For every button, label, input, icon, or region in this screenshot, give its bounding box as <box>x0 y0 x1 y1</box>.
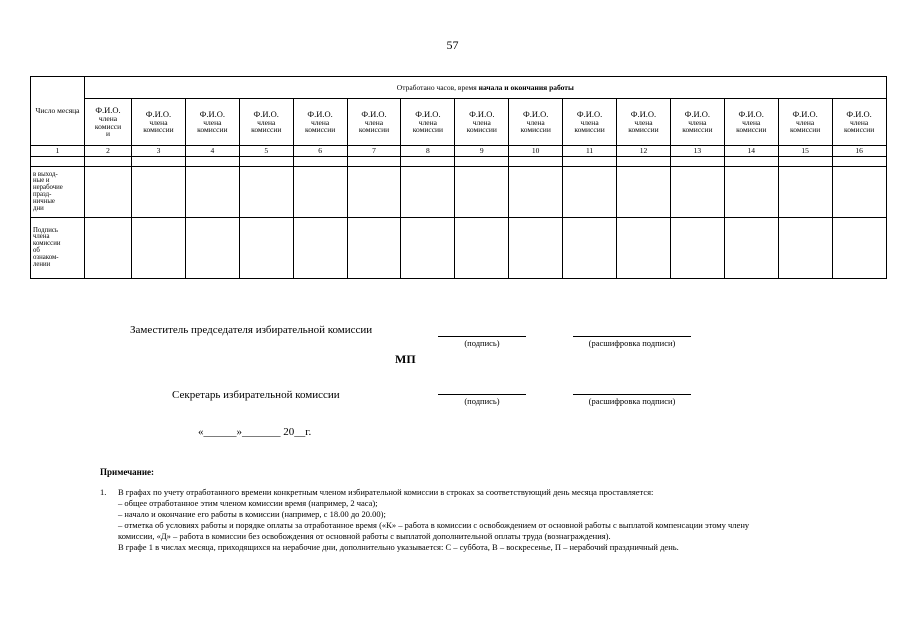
entry-cell[interactable] <box>670 218 724 279</box>
header-member-word: комиссии <box>789 125 821 135</box>
row-label-word: в выход- <box>33 170 58 178</box>
column-number-1: 1 <box>31 146 85 157</box>
header-member-word: комиссии <box>628 125 659 135</box>
header-member-word: члена <box>418 117 437 127</box>
entry-cell[interactable] <box>509 218 563 279</box>
header-fio: Ф.И.О. <box>95 104 121 115</box>
entry-cell[interactable] <box>617 218 671 279</box>
entry-cell[interactable] <box>185 167 239 218</box>
empty-cell[interactable] <box>455 157 509 167</box>
header-member-word: комиссии <box>143 125 174 135</box>
header-fio: Ф.И.О. <box>846 108 872 119</box>
header-fio: Ф.И.О. <box>738 108 764 119</box>
entry-cell[interactable] <box>778 167 832 218</box>
time-tracking-table <box>30 76 887 279</box>
header-member-word: комиссии <box>304 125 336 135</box>
column-number-3: 3 <box>132 146 186 157</box>
entry-cell[interactable] <box>185 218 239 279</box>
header-member-word: члена <box>850 117 869 127</box>
header-fio: Ф.И.О. <box>199 108 226 119</box>
entry-cell[interactable] <box>724 167 778 218</box>
entry-cell[interactable] <box>563 218 617 279</box>
row-label-signature <box>31 218 85 279</box>
header-member-word: комиссии <box>574 125 605 135</box>
empty-cell[interactable] <box>724 157 778 167</box>
column-number-6: 6 <box>293 146 347 157</box>
column-number-2: 2 <box>85 146 132 157</box>
header-member-10 <box>563 99 617 146</box>
entry-cell[interactable] <box>239 167 293 218</box>
header-fio: Ф.И.О. <box>145 108 172 119</box>
entry-cell[interactable] <box>617 167 671 218</box>
empty-cell[interactable] <box>832 157 886 167</box>
entry-cell[interactable] <box>455 218 509 279</box>
header-member-word: комиссии <box>466 125 497 135</box>
column-number-7: 7 <box>347 146 401 157</box>
header-member-13 <box>724 99 778 146</box>
header-member-5 <box>293 99 347 146</box>
entry-cell[interactable] <box>293 167 347 218</box>
header-member-word: комиссии <box>358 125 390 135</box>
entry-cell[interactable] <box>670 167 724 218</box>
column-number-12: 12 <box>617 146 671 157</box>
entry-cell[interactable] <box>85 218 132 279</box>
header-member-word: комиссии <box>843 125 875 135</box>
row-label-word: ознаком- <box>33 253 59 261</box>
header-member-word: комиссии <box>736 125 767 135</box>
entry-cell[interactable] <box>293 218 347 279</box>
entry-cell[interactable] <box>401 218 455 279</box>
header-fio: Ф.И.О. <box>792 108 818 119</box>
note-number: 1. <box>100 487 107 497</box>
header-member-word: члена <box>203 117 222 127</box>
empty-cell[interactable] <box>239 157 293 167</box>
header-member-word: члена <box>257 117 276 127</box>
header-member-word: комисси <box>94 121 122 131</box>
header-member-word: члена <box>311 117 330 127</box>
row-label-word: ные и <box>33 177 50 185</box>
column-number-14: 14 <box>724 146 778 157</box>
empty-cell[interactable] <box>563 157 617 167</box>
header-member-word: и <box>105 129 110 139</box>
header-member-word: члена <box>98 113 118 123</box>
row-label-word: Подпись <box>33 226 58 234</box>
note-line: – общее отработанное этим членом комиссии время (например, 2 часа); <box>118 498 378 508</box>
entry-cell[interactable] <box>832 218 886 279</box>
header-member-word: члена <box>634 117 653 127</box>
empty-cell[interactable] <box>31 157 85 167</box>
header-member-word: члена <box>688 117 707 127</box>
header-fio: Ф.И.О. <box>522 108 549 119</box>
note-line: В графе 1 в числах месяца, приходящихся на нерабочие дни, дополнительно указывается: С – суббота, В – воскресенье, П – нерабочий праздничный день. <box>118 542 679 552</box>
row-label-weekend <box>31 167 85 218</box>
column-number-13: 13 <box>670 146 724 157</box>
header-fio: Ф.И.О. <box>253 108 279 119</box>
column-number-5: 5 <box>239 146 293 157</box>
header-hours-worked: Отработано часов, время начала и окончания работы <box>85 77 887 99</box>
header-fio: Ф.И.О. <box>684 108 711 119</box>
header-member-word: члена <box>472 117 491 127</box>
header-fio: Ф.И.О. <box>307 108 333 119</box>
row-label-word: лении <box>33 260 51 268</box>
column-number-10: 10 <box>509 146 563 157</box>
date-field: «______»_______ 20__г. <box>198 426 312 438</box>
row-label-word: комиссии <box>33 240 61 248</box>
header-member-word: комиссии <box>412 125 444 135</box>
header-member-word: члена <box>796 117 815 127</box>
header-member-word: комиссии <box>251 125 282 135</box>
empty-cell[interactable] <box>132 157 186 167</box>
header-member-1 <box>85 99 132 146</box>
secretary-signature-line: (подпись) <box>438 394 526 406</box>
empty-cell[interactable] <box>778 157 832 167</box>
note-line: – начало и окончание его работы в комиссии (например, с 18.00 до 20.00); <box>118 509 386 519</box>
empty-cell[interactable] <box>85 157 132 167</box>
note-line: комиссии, «Д» – работа в комиссии без освобождения от основной работы с выплатой дополнительной оплаты труда (вознаграждения). <box>118 531 611 541</box>
empty-cell[interactable] <box>509 157 563 167</box>
entry-cell[interactable] <box>724 218 778 279</box>
secretary-decode-line: (расшифровка подписи) <box>573 394 691 406</box>
row-label-word: ничные <box>33 197 55 205</box>
header-fio: Ф.И.О. <box>576 108 603 119</box>
entry-cell[interactable] <box>401 167 455 218</box>
note-line: – отметка об условиях работы и порядке оплаты за отработанное время («К» – работа в комиссии с освобождением от основной работы с выплатой компенсации этому члену <box>118 520 750 530</box>
header-member-9 <box>509 99 563 146</box>
header-member-8 <box>455 99 509 146</box>
header-member-word: члена <box>526 117 545 127</box>
stamp-place-label: МП <box>395 352 416 366</box>
deputy-chair-signature-line: (подпись) <box>438 336 526 348</box>
header-member-15 <box>832 99 886 146</box>
header-day-of-month: Число месяца <box>31 77 85 146</box>
entry-cell[interactable] <box>347 218 401 279</box>
entry-cell[interactable] <box>132 218 186 279</box>
header-fio: Ф.И.О. <box>415 108 441 119</box>
header-member-word: члена <box>742 117 761 127</box>
header-member-word: комиссии <box>197 125 228 135</box>
header-member-2 <box>132 99 186 146</box>
column-number-9: 9 <box>455 146 509 157</box>
header-fio: Ф.И.О. <box>361 108 387 119</box>
deputy-chair-decode-line: (расшифровка подписи) <box>573 336 691 348</box>
header-member-word: комиссии <box>682 125 713 135</box>
entry-cell[interactable] <box>563 167 617 218</box>
column-number-4: 4 <box>185 146 239 157</box>
entry-cell[interactable] <box>239 218 293 279</box>
header-member-word: члена <box>149 117 168 127</box>
entry-cell[interactable] <box>347 167 401 218</box>
deputy-chair-label: Заместитель председателя избирательной комиссии <box>130 324 373 336</box>
empty-cell[interactable] <box>185 157 239 167</box>
entry-cell[interactable] <box>455 167 509 218</box>
header-member-12 <box>670 99 724 146</box>
header-member-14 <box>778 99 832 146</box>
note-text <box>118 487 878 553</box>
empty-cell[interactable] <box>293 157 347 167</box>
column-number-11: 11 <box>563 146 617 157</box>
header-member-word: члена <box>580 117 599 127</box>
column-number-15: 15 <box>778 146 832 157</box>
header-member-word: комиссии <box>520 125 551 135</box>
row-label-word: дни <box>33 204 44 212</box>
row-label-word: об <box>33 247 40 254</box>
row-label-word: члена <box>33 233 50 241</box>
header-member-3 <box>185 99 239 146</box>
header-member-7 <box>401 99 455 146</box>
row-label-word: нерабочие <box>33 184 63 192</box>
entry-cell[interactable] <box>832 167 886 218</box>
empty-cell[interactable] <box>670 157 724 167</box>
page-number: 57 <box>446 38 459 52</box>
header-member-4 <box>239 99 293 146</box>
empty-cell[interactable] <box>617 157 671 167</box>
column-number-8: 8 <box>401 146 455 157</box>
entry-cell[interactable] <box>778 218 832 279</box>
header-fio: Ф.И.О. <box>469 108 495 119</box>
row-label-word: празд- <box>33 191 52 198</box>
header-member-word: члена <box>364 117 384 127</box>
entry-cell[interactable] <box>85 167 132 218</box>
secretary-label: Секретарь избирательной комиссии <box>172 389 340 401</box>
empty-cell[interactable] <box>347 157 401 167</box>
entry-cell[interactable] <box>132 167 186 218</box>
note-title: Примечание: <box>100 467 155 477</box>
header-member-6 <box>347 99 401 146</box>
empty-cell[interactable] <box>401 157 455 167</box>
entry-cell[interactable] <box>509 167 563 218</box>
column-number-16: 16 <box>832 146 886 157</box>
header-member-11 <box>617 99 671 146</box>
header-fio: Ф.И.О. <box>630 108 657 119</box>
note-line: В графах по учету отработанного времени конкретным членом избирательной комиссии в строках за соответствующий день месяца проставляется: <box>118 487 654 497</box>
